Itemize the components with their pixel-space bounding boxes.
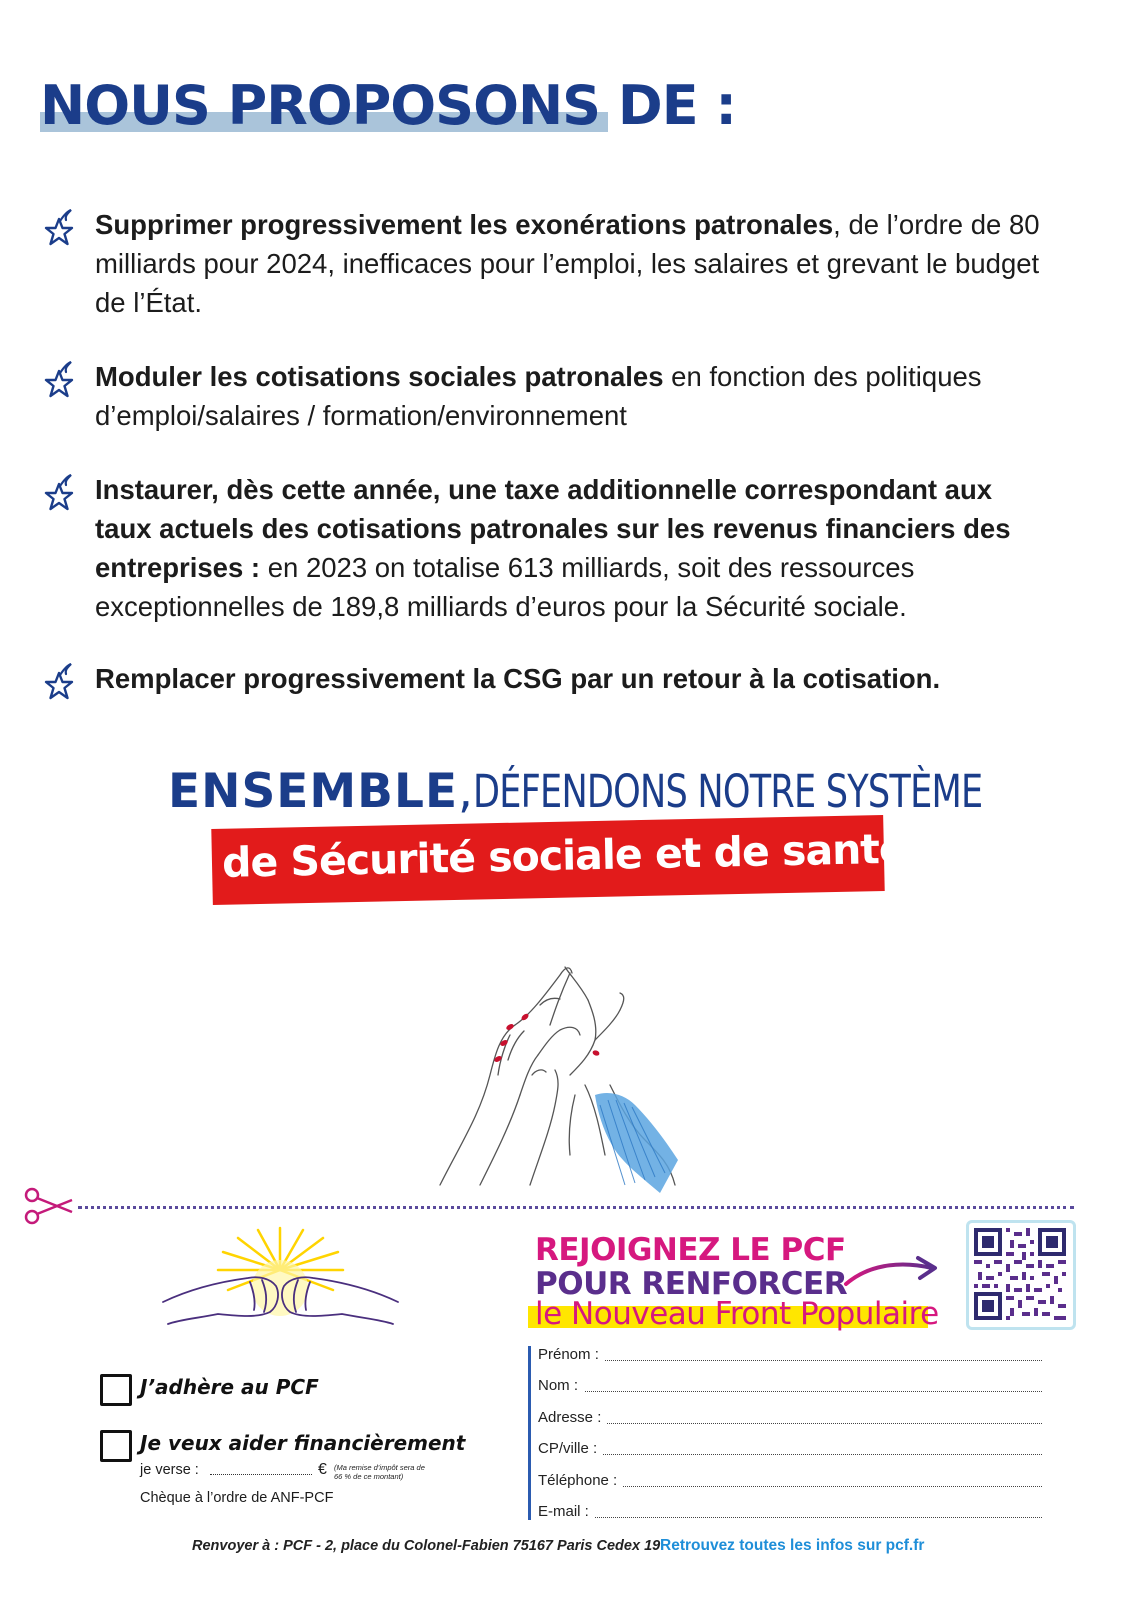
proposal-bold: Supprimer progressivement les exonérations patronales [95, 209, 834, 240]
field-label: CP/ville : [538, 1440, 603, 1457]
fistbump-illustration [158, 1220, 403, 1340]
cut-line [78, 1206, 1074, 1209]
proposal-bold: Instaurer, dès cette année, une taxe additionnelle correspondant aux taux actuels des cotisations patronales sur les revenus financiers des entreprises : [95, 474, 1011, 583]
star-icon [40, 661, 78, 701]
adhere-label: J’adhère au PCF [140, 1375, 319, 1399]
field-line[interactable] [538, 1391, 1042, 1392]
slogan-rest: DÉFENDONS NOTRE SYSTÈME [473, 765, 983, 818]
field-line[interactable] [538, 1423, 1042, 1424]
form-row-prenom[interactable] [538, 1346, 1042, 1366]
form-row-email[interactable] [538, 1503, 1042, 1523]
slogan-banner-text: de Sécurité sociale et de santé ! [221, 823, 938, 887]
join-heading-line1: REJOIGNEZ LE PCF [535, 1232, 846, 1268]
star-icon [40, 207, 78, 247]
hands-illustration [420, 955, 710, 1200]
field-label: Adresse : [538, 1409, 607, 1426]
currency-symbol: € [318, 1461, 327, 1478]
field-line[interactable] [538, 1360, 1042, 1361]
donate-label: Je veux aider financièrement [140, 1431, 466, 1455]
footer-send-address: Renvoyer à : PCF - 2, place du Colonel-Fabien 75167 Paris Cedex 19 [192, 1538, 661, 1554]
form-row-adresse[interactable] [538, 1409, 1042, 1429]
join-heading-line2: POUR RENFORCER [535, 1266, 848, 1302]
star-icon [40, 472, 78, 512]
field-line[interactable] [538, 1517, 1042, 1518]
field-line[interactable] [538, 1454, 1042, 1455]
field-label: Téléphone : [538, 1472, 623, 1489]
form-row-nom[interactable] [538, 1377, 1042, 1397]
verse-label: je verse : [140, 1462, 199, 1478]
adhere-checkbox[interactable] [100, 1374, 132, 1406]
star-icon [40, 359, 78, 399]
form-row-cpville[interactable] [538, 1440, 1042, 1460]
arrow-icon [842, 1248, 942, 1290]
amount-field[interactable] [210, 1474, 312, 1475]
tax-note: (Ma remise d’impôt sera de 66 % de ce montant) [334, 1463, 425, 1481]
join-heading-line3: le Nouveau Front Populaire [535, 1296, 939, 1332]
proposal-bold: Moduler les cotisations sociales patronales [95, 361, 664, 392]
form-row-telephone[interactable] [538, 1472, 1042, 1492]
form-accent-bar [528, 1346, 531, 1520]
slogan-comma: , [458, 764, 473, 819]
donate-checkbox[interactable] [100, 1430, 132, 1462]
cheque-note: Chèque à l’ordre de ANF-PCF [140, 1490, 334, 1506]
proposal-text: en 2023 on totalise 613 milliards, soit des ressources exceptionnelles de 189,8 milliards d’euros pour la Sécurité sociale. [95, 552, 915, 622]
slogan-bold: ENSEMBLE [168, 764, 459, 819]
qr-code[interactable] [974, 1228, 1066, 1320]
field-label: Prénom : [538, 1346, 605, 1363]
footer-website-link[interactable]: Retrouvez toutes les infos sur pcf.fr [660, 1537, 925, 1554]
slogan-heading [168, 764, 1124, 819]
page-title: NOUS PROPOSONS DE : [40, 74, 736, 137]
field-label: E-mail : [538, 1503, 595, 1520]
proposal-text: , de l’ordre de 80 milliards pour 2024, inefficaces pour l’emploi, les salaires et grevant le budget de l’État. [95, 209, 1040, 318]
field-label: Nom : [538, 1377, 584, 1394]
proposal-bold: Remplacer progressivement la CSG par un retour à la cotisation. [95, 663, 941, 694]
proposal-text: en fonction des politiques d’emploi/salaires / formation/environnement [95, 361, 982, 431]
scissors-icon [22, 1186, 76, 1226]
